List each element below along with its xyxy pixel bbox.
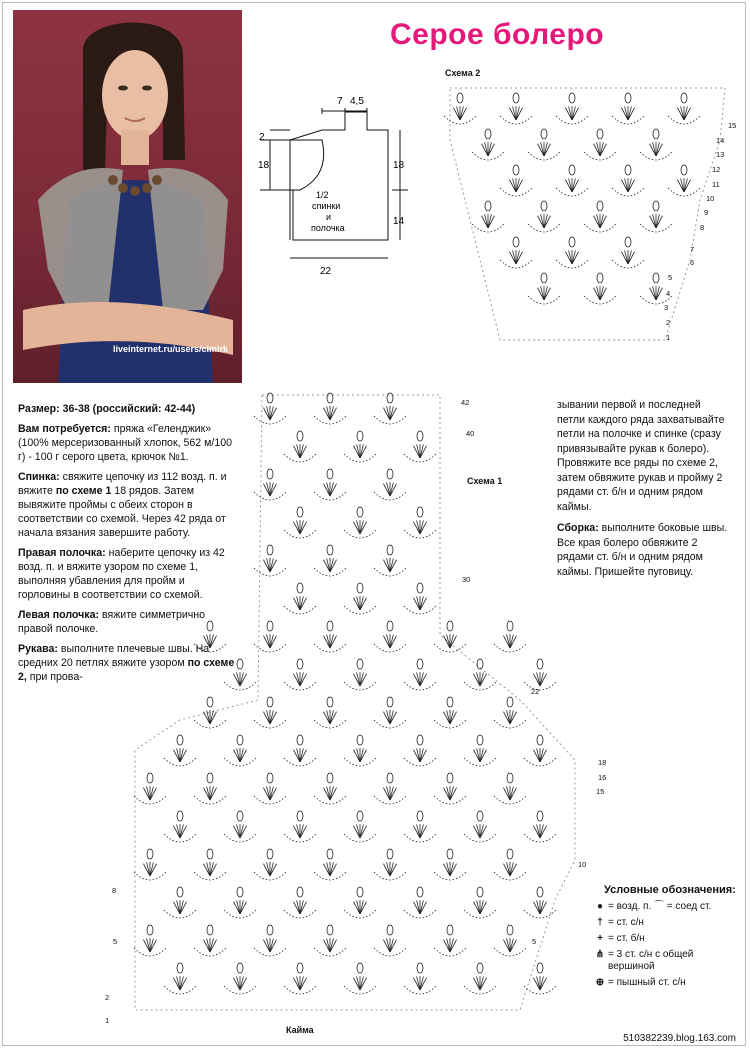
crochet-motif	[524, 659, 556, 690]
dim-18-left: 18	[258, 160, 270, 171]
crochet-motif	[194, 925, 226, 956]
crochet-motif	[464, 963, 496, 994]
legend-item	[592, 917, 742, 929]
crochet-motif	[464, 811, 496, 842]
schema-2-row-number: 8	[700, 223, 705, 232]
crochet-motif	[584, 201, 616, 232]
sleeves-text-2: при прова-	[29, 671, 83, 683]
crochet-motif	[314, 621, 346, 652]
legend-item	[592, 901, 742, 913]
legend-text: = ст. б/н	[608, 933, 645, 944]
page-title: Серое болеро	[390, 18, 605, 51]
crochet-motif	[284, 659, 316, 690]
crochet-motif	[164, 811, 196, 842]
crochet-motif	[494, 925, 526, 956]
schema-2-row-number: 12	[712, 165, 721, 174]
instructions-left	[18, 402, 238, 690]
crochet-motif	[284, 507, 316, 538]
crochet-motif	[254, 393, 286, 424]
crochet-motif	[374, 621, 406, 652]
crochet-motif	[344, 507, 376, 538]
crochet-motif	[194, 697, 226, 728]
crochet-motif	[344, 963, 376, 994]
crochet-motif	[434, 849, 466, 880]
crochet-motif	[314, 773, 346, 804]
crochet-motif	[640, 201, 672, 232]
back-text-1: свяжите цепочку из 112 возд. п. и вяжите	[18, 471, 227, 497]
footer-url: 510382239.blog.163.com	[623, 1033, 736, 1044]
size-paragraph	[18, 402, 238, 416]
crochet-motif	[494, 849, 526, 880]
crochet-motif	[528, 201, 560, 232]
dim-2: 2	[259, 132, 265, 143]
right-front-label: Правая полочка:	[18, 547, 106, 559]
crochet-motif	[254, 545, 286, 576]
dim-4-5: 4,5	[350, 96, 364, 107]
crochet-motif	[374, 773, 406, 804]
crochet-motif	[494, 621, 526, 652]
schema-2-row-number: 15	[728, 121, 737, 130]
crochet-motif	[464, 735, 496, 766]
right-front-text: наберите цепочку из 42 возд. п. и вяжите узором по схеме 1, выполняя убавления для пройм и горловины в соответствии со схемой.	[18, 547, 225, 601]
dim-7: 7	[337, 96, 343, 107]
crochet-motif	[640, 129, 672, 160]
crochet-motif	[668, 93, 700, 124]
dim-14: 14	[393, 216, 405, 227]
crochet-motif	[434, 925, 466, 956]
legend-title: Условные обозначения:	[604, 884, 736, 896]
crochet-motif	[472, 129, 504, 160]
size-value: 36-38 (российский: 42-44)	[62, 403, 196, 415]
crochet-motif	[314, 697, 346, 728]
schema-2-row-number: 11	[712, 180, 720, 189]
crochet-motif	[404, 735, 436, 766]
legend-item	[592, 977, 742, 989]
crochet-motif	[668, 165, 700, 196]
crochet-motif	[524, 735, 556, 766]
crochet-motif	[500, 237, 532, 268]
schema-2-row-number: 14	[716, 136, 725, 145]
crochet-motif	[404, 507, 436, 538]
crochet-motif	[164, 963, 196, 994]
schema-2-row-number: 2	[666, 318, 671, 327]
schema-2-row-number: 5	[668, 273, 673, 282]
crochet-motif	[254, 773, 286, 804]
crochet-motif	[584, 273, 616, 304]
crochet-motif	[254, 925, 286, 956]
cluster-stitch-icon: ⋔	[595, 949, 605, 960]
left-front-paragraph	[18, 608, 238, 636]
schema-1-row-number: 30	[462, 575, 471, 584]
schema-1-row-number: 22	[531, 687, 540, 696]
crochet-motif	[404, 659, 436, 690]
border-label: Кайма	[286, 1025, 314, 1035]
outline-label-2: спинки	[312, 201, 341, 211]
back-paragraph	[18, 470, 238, 540]
left-front-label: Левая полочка:	[18, 609, 99, 621]
crochet-motif	[134, 773, 166, 804]
crochet-motif	[224, 887, 256, 918]
schema-1-row-number: 40	[466, 429, 475, 438]
schema-2-row-number: 10	[706, 194, 715, 203]
crochet-motif	[284, 887, 316, 918]
instructions-right	[557, 398, 729, 586]
crochet-motif	[224, 735, 256, 766]
schema-2-row-number: 3	[664, 303, 669, 312]
sleeves-paragraph	[18, 642, 238, 684]
schema-1-row-number: 10	[578, 860, 587, 869]
legend-text: = 3 ст. с/н с общей вершиной	[608, 949, 694, 972]
crochet-motif	[612, 165, 644, 196]
crochet-motif	[472, 201, 504, 232]
sleeves-bold: по схеме 2,	[18, 657, 235, 683]
crochet-motif	[464, 659, 496, 690]
crochet-motif	[134, 849, 166, 880]
crochet-motif	[556, 237, 588, 268]
schema-1-row-number: 16	[598, 773, 607, 782]
crochet-motif	[314, 545, 346, 576]
crochet-motif	[284, 735, 316, 766]
schema-1-row-number: 42	[461, 398, 470, 407]
materials-paragraph	[18, 422, 238, 464]
schema-2-row-number: 9	[704, 208, 709, 217]
crochet-motif	[224, 963, 256, 994]
left-front-text: вяжите симметрично правой полочке.	[18, 609, 206, 635]
crochet-motif	[374, 849, 406, 880]
schema-2-row-number: 4	[666, 289, 671, 298]
crochet-motif	[194, 849, 226, 880]
legend-item	[592, 949, 742, 973]
legend-text: = пышный ст. с/н	[608, 977, 686, 988]
crochet-motif	[612, 237, 644, 268]
legend-text: = возд. п. ⌒ = соед ст.	[608, 901, 712, 912]
crochet-motif	[284, 583, 316, 614]
crochet-motif	[500, 93, 532, 124]
schema-2-label: Схема 2	[445, 68, 481, 78]
crochet-motif	[284, 963, 316, 994]
crochet-motif	[404, 887, 436, 918]
schema-1-row-number: 5	[113, 937, 118, 946]
crochet-motif	[344, 887, 376, 918]
legend-text: = ст. с/н	[608, 917, 644, 928]
crochet-motif	[164, 735, 196, 766]
crochet-motif	[314, 925, 346, 956]
schema-2-row-number: 6	[690, 258, 695, 267]
right-para-1: зывании первой и последней петли каждого ряда захватывайте петли на полочке и спинке (сразу привязывайте рукав к болеро). Провяжите все ряды по схеме 2, затем обвяжите рукав и пройму 2 рядами ст. б/н и одним рядом каймы.	[557, 399, 725, 513]
crochet-motif	[528, 129, 560, 160]
right-front-paragraph	[18, 546, 238, 602]
crochet-motif	[404, 583, 436, 614]
schema-2-row-number: 7	[690, 245, 695, 254]
single-crochet-icon: +	[597, 933, 603, 944]
crochet-motif	[524, 963, 556, 994]
schema-1-row-number: 2	[105, 993, 110, 1002]
materials-text: пряжа «Геленджик» (100% мерсеризованный хлопок, 562 м/100 г) - 100 г серого цвета, крючок №1.	[18, 423, 232, 463]
crochet-motif	[344, 659, 376, 690]
crochet-motif	[556, 93, 588, 124]
dim-22: 22	[320, 266, 332, 277]
crochet-motif	[404, 963, 436, 994]
crochet-motif	[374, 925, 406, 956]
crochet-motif	[254, 697, 286, 728]
crochet-motif	[500, 165, 532, 196]
schema-2-row-number: 1	[666, 333, 671, 342]
crochet-motif	[556, 165, 588, 196]
crochet-motif	[314, 393, 346, 424]
schema-1-row-number: 15	[596, 787, 605, 796]
crochet-motif	[314, 469, 346, 500]
crochet-motif	[464, 887, 496, 918]
schema-1-row-number: 18	[598, 758, 607, 767]
schema-1-row-number: 5	[532, 937, 537, 946]
materials-label: Вам потребуется:	[18, 423, 111, 435]
outline-label-4: полочка	[311, 223, 345, 233]
crochet-motif	[612, 93, 644, 124]
schema-2-row-number: 13	[716, 150, 725, 159]
crochet-motif	[494, 773, 526, 804]
crochet-motif	[284, 811, 316, 842]
outline-label-1: 1/2	[316, 190, 329, 200]
schema-1-row-number: 1	[105, 1016, 110, 1025]
sleeves-label: Рукава:	[18, 643, 58, 655]
schema-1-label: Схема 1	[467, 476, 503, 486]
crochet-motif	[254, 849, 286, 880]
crochet-motif	[194, 773, 226, 804]
crochet-motif	[164, 887, 196, 918]
crochet-motif	[444, 93, 476, 124]
sleeves-text-1: выполните плечевые швы. На средних 20 петлях вяжите узором	[18, 643, 210, 669]
crochet-motif	[434, 697, 466, 728]
crochet-motif	[344, 583, 376, 614]
crochet-motif	[344, 431, 376, 462]
crochet-motif	[374, 545, 406, 576]
back-label: Спинка:	[18, 471, 60, 483]
crochet-motif	[494, 697, 526, 728]
crochet-motif	[374, 469, 406, 500]
double-crochet-icon: †	[597, 917, 603, 928]
crochet-motif	[404, 431, 436, 462]
schema-1-row-number: 8	[112, 886, 117, 895]
crochet-motif	[584, 129, 616, 160]
assembly-text: выполните боковые швы. Все края болеро обвяжите 2 рядами ст. б/н и одним рядом каймы. Пришейте пуговицу.	[557, 522, 728, 578]
size-label: Размер:	[18, 403, 60, 415]
assembly-paragraph	[557, 521, 729, 579]
crochet-motif	[374, 697, 406, 728]
legend	[592, 884, 742, 989]
crochet-motif	[374, 393, 406, 424]
assembly-label: Сборка:	[557, 522, 599, 534]
crochet-motif	[314, 849, 346, 880]
crochet-motif	[344, 811, 376, 842]
chain-stitch-icon: ●	[596, 901, 604, 912]
crochet-motif	[528, 273, 560, 304]
photo-credit: liveinternet.ru/users/clmirk	[113, 344, 229, 354]
legend-item	[592, 933, 742, 945]
puff-stitch-icon: ⊕	[595, 977, 605, 988]
crochet-motif	[284, 431, 316, 462]
outline-label-3: и	[326, 212, 332, 222]
crochet-motif	[254, 469, 286, 500]
back-bold: по схеме 1	[55, 485, 112, 497]
back-text-2: 18 рядов. Затем вывяжите проймы с обеих сторон в соответствии со схемой. Через 42 ряда от начала вязания завершите работу.	[18, 485, 226, 539]
crochet-motif	[224, 811, 256, 842]
crochet-motif	[404, 811, 436, 842]
crochet-motif	[524, 811, 556, 842]
dim-18-right: 18	[393, 160, 405, 171]
crochet-motif	[134, 925, 166, 956]
crochet-motif	[344, 735, 376, 766]
crochet-motif	[434, 773, 466, 804]
crochet-motif	[434, 621, 466, 652]
